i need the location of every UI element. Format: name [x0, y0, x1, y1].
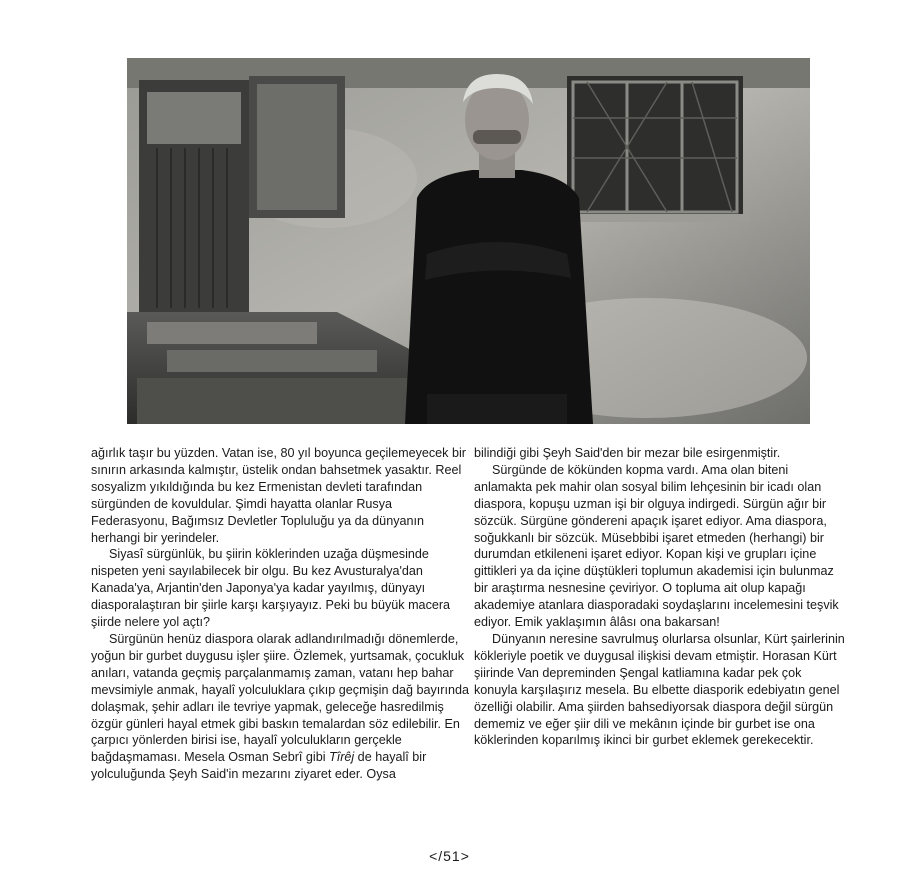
portrait-photo: [127, 58, 810, 424]
italic-title: Tîrêj: [329, 750, 355, 765]
paragraph: ağırlık taşır bu yüzden. Vatan ise, 80 yıl boyunca geçilemeyecek bir sınırın arkasında kalmıştır, üstelik ondan bahsetmek yasaktır. Reel sosyalizm yıkıldığında bu kez Ermenistan devleti tarafından sürgünden de kovuldular. Şimdi hayatta olanlar Rusya Federasyonu, Bağımsız Devletler Topluluğu ya da dünyanın herhangi bir yerindeler.: [91, 446, 466, 545]
paragraph: Sürgünde de kökünden kopma vardı. Ama olan biteni anlamakta pek mahir olan sosyal bilim lehçesinin bir icadı olan diaspora, kopuşu uzman işi bir olguya indirgedi. Sürgün ağır bir sözcük. Sürgüne göndereni apaçık işaret ediyor. Ama diaspora, soğukkanlı bir sözcük. Müsebbibi işaret etmeden (herhangi) bir durumdan etkileneni işaret ediyor. Kopan kişi ve grupları içine gittikleri ya da içine düştükleri toplumun akademisi için bulunmaz bir araştırma nesnesine çeviriyor. O topluma ait olup kapağı akademiye atanlara diasporadaki soydaşlarını incelemesini teşvik ediyor. Emik yaklaşımın âlâsı ona bakarsan!: [474, 462, 839, 630]
page-number: </51>: [429, 848, 470, 864]
text-run: de hayalî bir yolculuğunda Şeyh Said'in mezarını ziyaret eder. Oysa: [91, 750, 427, 782]
paragraph: bilindiği gibi Şeyh Said'den bir mezar bile esirgenmiştir.: [474, 446, 781, 460]
photo-illustration: [127, 58, 810, 424]
paragraph: Siyasî sürgünlük, bu şiirin köklerinden uzağa düşmesinde nispeten yeni sayılabilecek bir olgu. Bu kez Avusturalya'dan Kanada'ya, Arjantin'den Japonya'ya kadar yayılmış, dünyayı diasporalaştıran bir şiirle karşı karşıyayız. Peki bu büyük macera şiirde nelere yol açtı?: [91, 547, 451, 630]
paragraph: Dünyanın neresine savrulmuş olurlarsa olsunlar, Kürt şairlerinin kökleriyle poetik ve duygusal ilişkisi devam etmiştir. Horasan Kürt şiirinde Van depreminden Şengal katliamına kadar pek çok konuyla karşılaşırız mesela. Bu elbette diasporik edebiyatın genel özelliği olabilir. Ama şiirden bahsediyorsak diaspora değil sürgün dememiz ve eğer şiir dili ve mekânın içinde bir gurbet ise ona köklerinden koparılmış ikinci bir gurbet eklemek gerekecektir.: [474, 631, 845, 748]
text-run: Sürgünün henüz diaspora olarak adlandırılmadığı dönemlerde, yoğun bir gurbet duygusu işler şiire. Özlemek, yurtsamak, çocukluk anıları, vatanda geçmiş parçalanmamış zaman, vatanı hep bahar mevsimiyle anmak, hayalî yolculuklara çıkıp geçmişin dağ bayırında dolaşmak, şehir adları ile tevriye yapmak, geleceğe hasredilmiş özgür günleri hayal etmek gibi baskın temalardan söz edilebilir. En çarpıcı yönlerden birisi ise, hayalî yolculukların gerçekle bağdaşmaması. Mesela Osman Sebrî gibi: [91, 631, 469, 765]
paragraph: [91, 631, 469, 783]
text-column-right: [474, 445, 846, 749]
text-column-left: [91, 445, 469, 783]
